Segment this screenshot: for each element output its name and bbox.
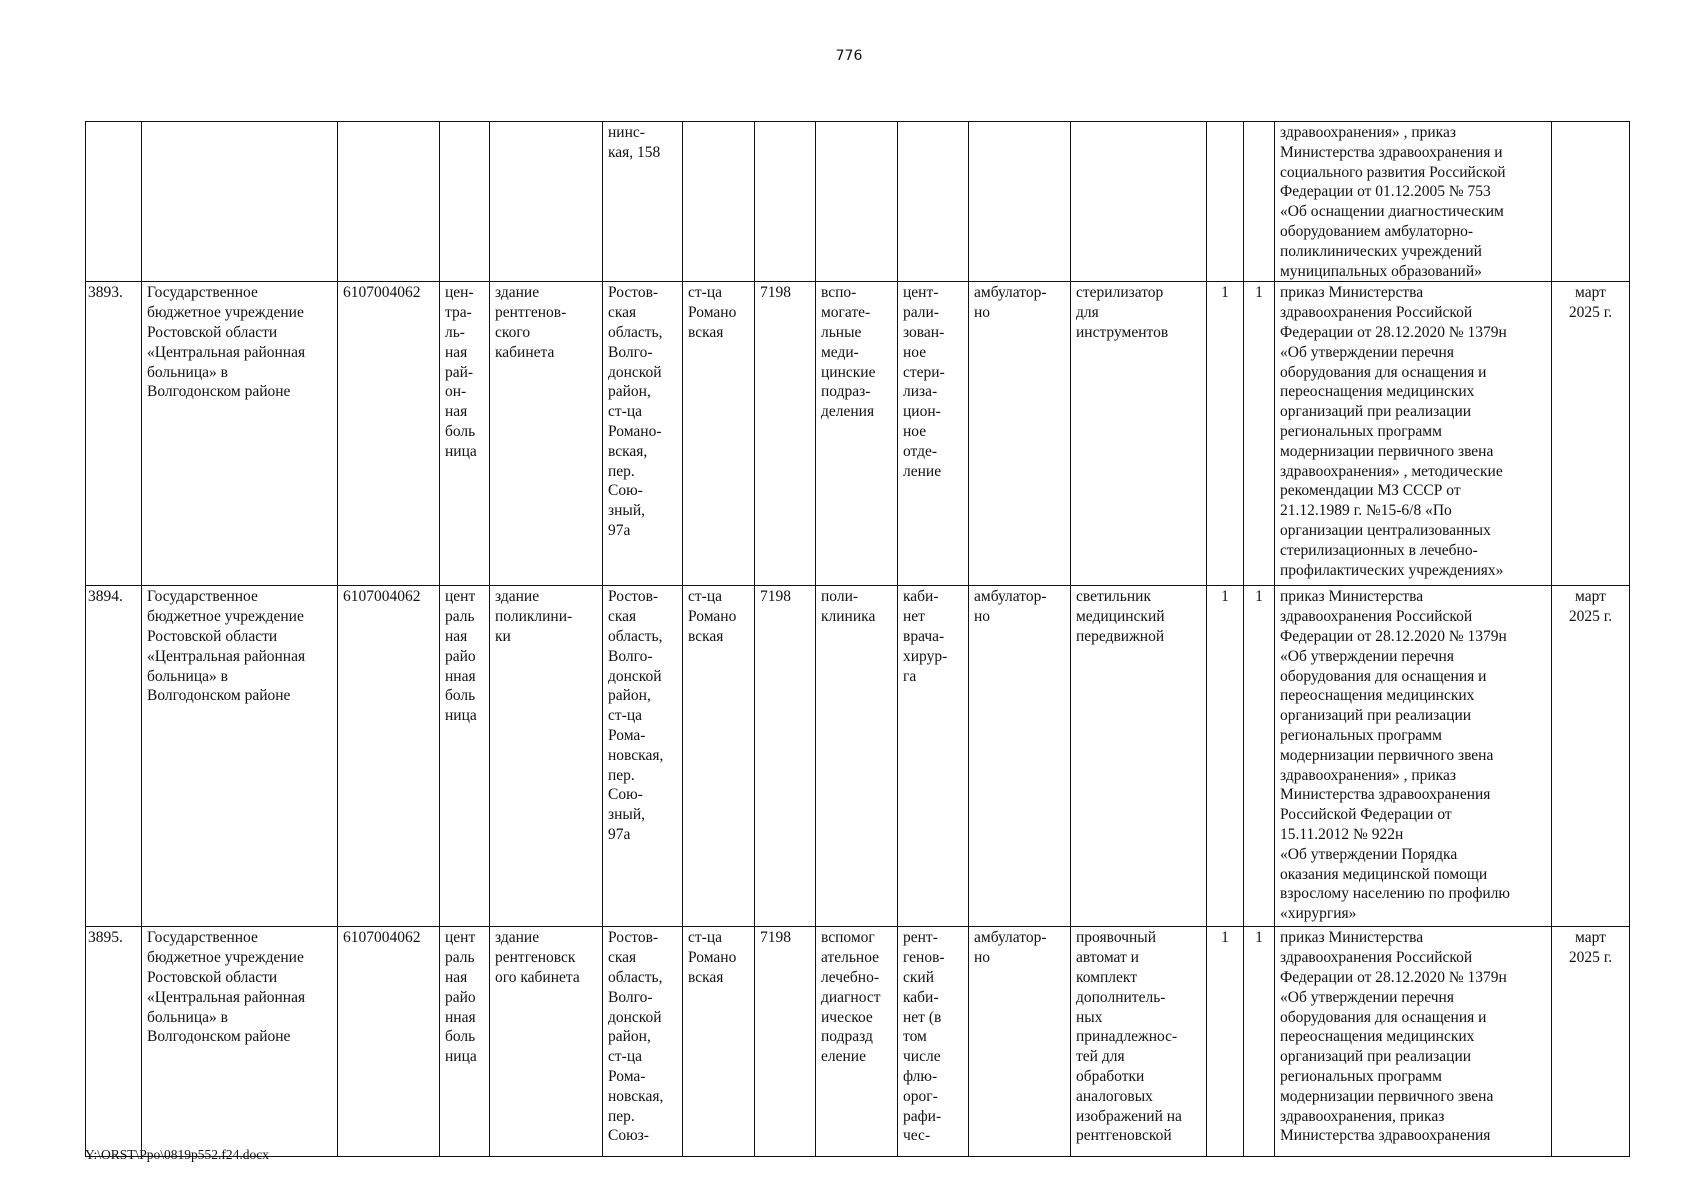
building-cell [490, 122, 603, 282]
equipment-cell: стерилизатор для инструментов [1071, 282, 1207, 586]
unit-cell: поли- клиника [816, 586, 898, 927]
legal-basis-cell: приказ Министерства здравоохранения Российской Федерации от 28.12.2020 № 1379н «Об утверждении перечня оборудования для оснащения и переоснащения медицинских организаций при реализации региональных программ модернизации первичного звена здравоохранения, приказ Министерства здравоохранения [1275, 927, 1552, 1157]
date-cell: март 2025 г. [1552, 586, 1630, 927]
care-form-cell: амбулатор- но [969, 282, 1071, 586]
organization-cell: Государственное бюджетное учреждение Ростовской области «Центральная районная больница» в Волгодонском районе [142, 282, 338, 586]
quantity-cell [1207, 122, 1244, 282]
quantity-cell [1244, 122, 1275, 282]
institution-type-cell: цент раль ная райо нная боль ница [440, 927, 490, 1157]
row-number-cell: 3895. [86, 927, 142, 1157]
table-row [86, 122, 1630, 282]
equipment-cell: светильник медицинский передвижной [1071, 586, 1207, 927]
quantity-cell: 1 [1244, 927, 1275, 1157]
code-cell [755, 122, 816, 282]
row-number-cell: 3893. [86, 282, 142, 586]
building-cell: здание поликлини- ки [490, 586, 603, 927]
address-cell: Ростов- ская область, Волго- донской район, ст-ца Рома- новская, пер. Союз- [603, 927, 683, 1157]
quantity-cell: 1 [1207, 927, 1244, 1157]
legal-basis-cell: приказ Министерства здравоохранения Российской Федерации от 28.12.2020 № 1379н «Об утверждении перечня оборудования для оснащения и переоснащения медицинских организаций при реализации региональных программ модернизации первичного звена здравоохранения» , приказ Министерства здравоохранения Российской Федерации от 15.11.2012 № 922н «Об утверждении Порядка оказания медицинской помощи взрослому населению по профилю «хирургия» [1275, 586, 1552, 927]
care-form-cell: амбулатор- но [969, 927, 1071, 1157]
code-cell: 7198 [755, 586, 816, 927]
building-cell: здание рентгенов- ского кабинета [490, 282, 603, 586]
inn-cell: 6107004062 [338, 282, 440, 586]
locality-cell: ст-ца Романо вская [683, 927, 755, 1157]
inn-cell: 6107004062 [338, 927, 440, 1157]
equipment-table [85, 121, 1630, 1157]
organization-cell: Государственное бюджетное учреждение Ростовской области «Центральная районная больница» в Волгодонском районе [142, 927, 338, 1157]
page-number: 776 [835, 48, 863, 64]
organization-cell [142, 122, 338, 282]
equipment-cell: проявочный автомат и комплект дополнитель- ных принадлежнос- тей для обработки аналоговых изображений на рентгеновской [1071, 927, 1207, 1157]
organization-cell: Государственное бюджетное учреждение Ростовской области «Центральная районная больница» в Волгодонском районе [142, 586, 338, 927]
room-cell: рент- генов- ский каби- нет (в том числе флю- орог- рафи- чес- [898, 927, 969, 1157]
unit-cell: вспомог ательное лечебно- диагност ическое подразд еление [816, 927, 898, 1157]
locality-cell: ст-ца Романо вская [683, 586, 755, 927]
room-cell [898, 122, 969, 282]
date-cell [1552, 122, 1630, 282]
inn-cell: 6107004062 [338, 586, 440, 927]
unit-cell [816, 122, 898, 282]
locality-cell [683, 122, 755, 282]
room-cell: цент- рали- зован- ное стери- лиза- цион- ное отде- ление [898, 282, 969, 586]
table-row [86, 586, 1630, 927]
quantity-cell: 1 [1207, 282, 1244, 586]
row-number-cell: 3894. [86, 586, 142, 927]
institution-type-cell: цент раль ная райо нная боль ница [440, 586, 490, 927]
legal-basis-cell: приказ Министерства здравоохранения Российской Федерации от 28.12.2020 № 1379н «Об утверждении перечня оборудования для оснащения и переоснащения медицинских организаций при реализации региональных программ модернизации первичного звена здравоохранения» , методические рекомендации МЗ СССР от 21.12.1989 г. №15-6/8 «По организации централизованных стерилизационных в лечебно- профилактических учреждениях» [1275, 282, 1552, 586]
address-cell: Ростов- ская область, Волго- донской район, ст-ца Рома- новская, пер. Сою- зный, 97а [603, 586, 683, 927]
code-cell: 7198 [755, 282, 816, 586]
table-row [86, 282, 1630, 586]
care-form-cell [969, 122, 1071, 282]
care-form-cell: амбулатор- но [969, 586, 1071, 927]
row-number-cell [86, 122, 142, 282]
code-cell: 7198 [755, 927, 816, 1157]
address-cell: Ростов- ская область, Волго- донской район, ст-ца Романо- вская, пер. Сою- зный, 97а [603, 282, 683, 586]
unit-cell: вспо- могате- льные меди- цинские подраз- деления [816, 282, 898, 586]
quantity-cell: 1 [1244, 282, 1275, 586]
date-cell: март 2025 г. [1552, 927, 1630, 1157]
locality-cell: ст-ца Романо вская [683, 282, 755, 586]
building-cell: здание рентгеновск ого кабинета [490, 927, 603, 1157]
institution-type-cell [440, 122, 490, 282]
quantity-cell: 1 [1244, 586, 1275, 927]
table-row [86, 927, 1630, 1157]
room-cell: каби- нет врача- хирур- га [898, 586, 969, 927]
institution-type-cell: цен- тра- ль- ная рай- он- ная боль ница [440, 282, 490, 586]
equipment-cell [1071, 122, 1207, 282]
address-cell: нинс- кая, 158 [603, 122, 683, 282]
legal-basis-cell: здравоохранения» , приказ Министерства здравоохранения и социального развития Российской Федерации от 01.12.2005 № 753 «Об оснащении диагностическим оборудованием амбулаторно- поликлинических учреждений муниципальных образований» [1275, 122, 1552, 282]
date-cell: март 2025 г. [1552, 282, 1630, 586]
inn-cell [338, 122, 440, 282]
footer-file-path: Y:\ORST\Ppo\0819p552.f24.docx [85, 1147, 270, 1162]
quantity-cell: 1 [1207, 586, 1244, 927]
